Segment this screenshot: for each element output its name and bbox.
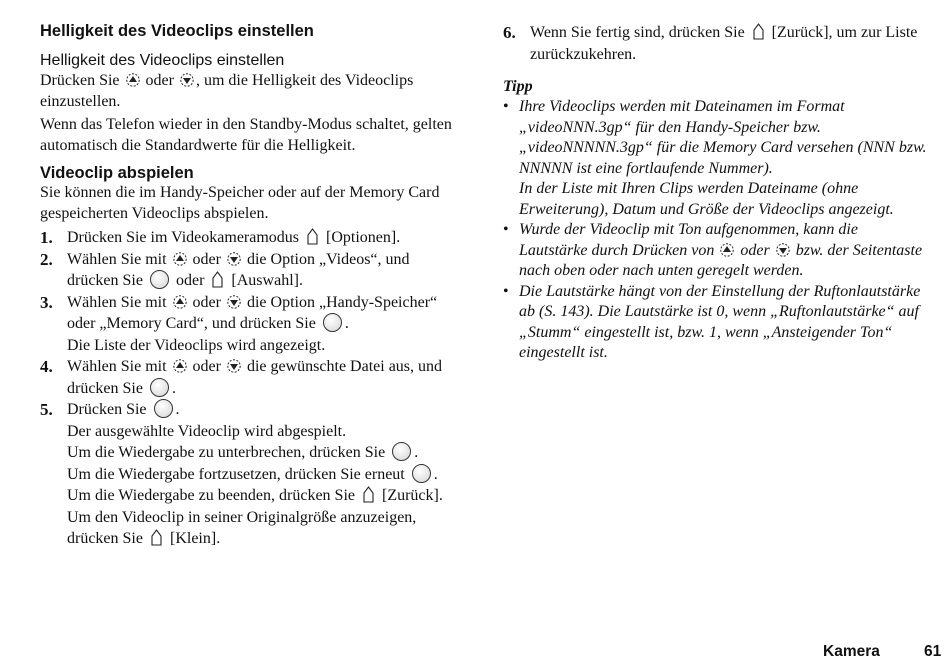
step-2: 2. Wählen Sie mit oder die Option „Videos“, und drücken Sie oder [Auswahl]. [40, 249, 465, 292]
brightness-paragraph-1: Drücken Sie oder , um die Helligkeit des Videoclips einzustellen. [40, 72, 414, 110]
brightness-paragraph-2: Wenn das Telefon wieder in den Standby-Modus schaltet, gelten automatisch die Standardwerte für die Helligkeit. [40, 116, 452, 154]
nav-down-key-icon [776, 243, 790, 257]
center-key-icon [150, 378, 169, 397]
softkey-icon [211, 270, 224, 290]
nav-down-key-icon [227, 295, 241, 309]
bullet: • [503, 221, 509, 238]
nav-up-key-icon [720, 243, 734, 257]
nav-down-key-icon [227, 252, 241, 266]
page-number: 61 [924, 643, 942, 660]
tipp-heading: Tipp [503, 78, 533, 95]
center-key-icon [412, 464, 431, 483]
step-number: 2. [40, 249, 53, 269]
bullet: • [503, 98, 509, 115]
step-1: 1. Drücken Sie im Videokameramodus [Optionen]. [40, 228, 401, 247]
step-3: 3. Wählen Sie mit oder die Option „Handy-Speicher“ oder „Memory Card“, und drücken Sie . Die Liste der Videoclips wird angezeigt. [40, 292, 465, 357]
step-6: 6. Wenn Sie fertig sind, drücken Sie [Zurück], um zur Liste zurückzukehren. [503, 22, 928, 65]
tip-item: • Wurde der Videoclip mit Ton aufgenommen, kann die Lautstärke durch Drücken von oder bzw. der Seitentaste nach oben oder nach unten geregelt werden. [503, 221, 923, 279]
softkey-icon [752, 22, 765, 42]
nav-down-key-icon [227, 359, 241, 373]
step-number: 4. [40, 357, 53, 376]
bullet: • [503, 282, 509, 300]
tips-list [503, 97, 928, 364]
nav-up-key-icon [173, 252, 187, 266]
nav-down-key-icon [180, 73, 194, 87]
tip-item: • Ihre Videoclips werden mit Dateinamen im Format „videoNNN.3gp“ für den Handy-Speicher bzw. „videoNNNNN.3gp“ für die Memory Card versehen (NNN bzw. NNNNN ist eine fortlaufende Nummer). In der Liste mit Ihren Clips werden Dateiname (ohne Erweiterung), Datum und Größe der Videoclips angezeigt. [503, 98, 927, 218]
step-number: 6. [503, 23, 516, 42]
softkey-icon [362, 485, 375, 505]
left-column [40, 22, 465, 550]
step-number: 1. [40, 228, 53, 247]
page-heading: Helligkeit des Videoclips einstellen [40, 22, 314, 40]
center-key-icon [392, 442, 411, 461]
softkey-icon [150, 528, 163, 548]
nav-up-key-icon [173, 295, 187, 309]
step-4: 4. Wählen Sie mit oder die gewünschte Datei aus, und drücken Sie . [40, 356, 465, 399]
nav-up-key-icon [126, 73, 140, 87]
center-key-icon [323, 313, 342, 332]
step-5: 5. Drücken Sie . Der ausgewählte Videoclip wird abgespielt. Um die Wiedergabe zu unterbrechen, drücken Sie . Um die Wiedergabe fortzusetzen, drücken Sie erneut . Um die Wiedergabe zu beenden, drücken Sie [Zurück]. Um den Videoclip in seiner Originalgröße anzuzeigen, drücken Sie [Klein]. [40, 399, 465, 550]
step-number: 5. [40, 400, 53, 419]
step-number: 3. [40, 292, 53, 312]
section-intro: Sie können die im Handy-Speicher oder auf der Memory Card gespeicherten Videoclips abspielen. [40, 184, 440, 222]
center-key-icon [154, 399, 173, 418]
section-heading-videoclip: Videoclip abspielen [40, 164, 194, 182]
center-key-icon [150, 270, 169, 289]
footer-section-name: Kamera [823, 643, 880, 660]
softkey-icon [306, 227, 319, 247]
right-column [503, 22, 928, 364]
nav-up-key-icon [173, 359, 187, 373]
brightness-subheading: Helligkeit des Videoclips einstellen [40, 52, 285, 69]
tip-item: • Die Lautstärke hängt von der Einstellung der Ruftonlautstärke ab (S. 143). Die Lautstärke ist 0, wenn „Ruftonlautstärke“ auf „Stumm“ eingestellt ist, bzw. 1, wenn „Ansteigender Ton“ eingestellt ist. [503, 282, 921, 361]
